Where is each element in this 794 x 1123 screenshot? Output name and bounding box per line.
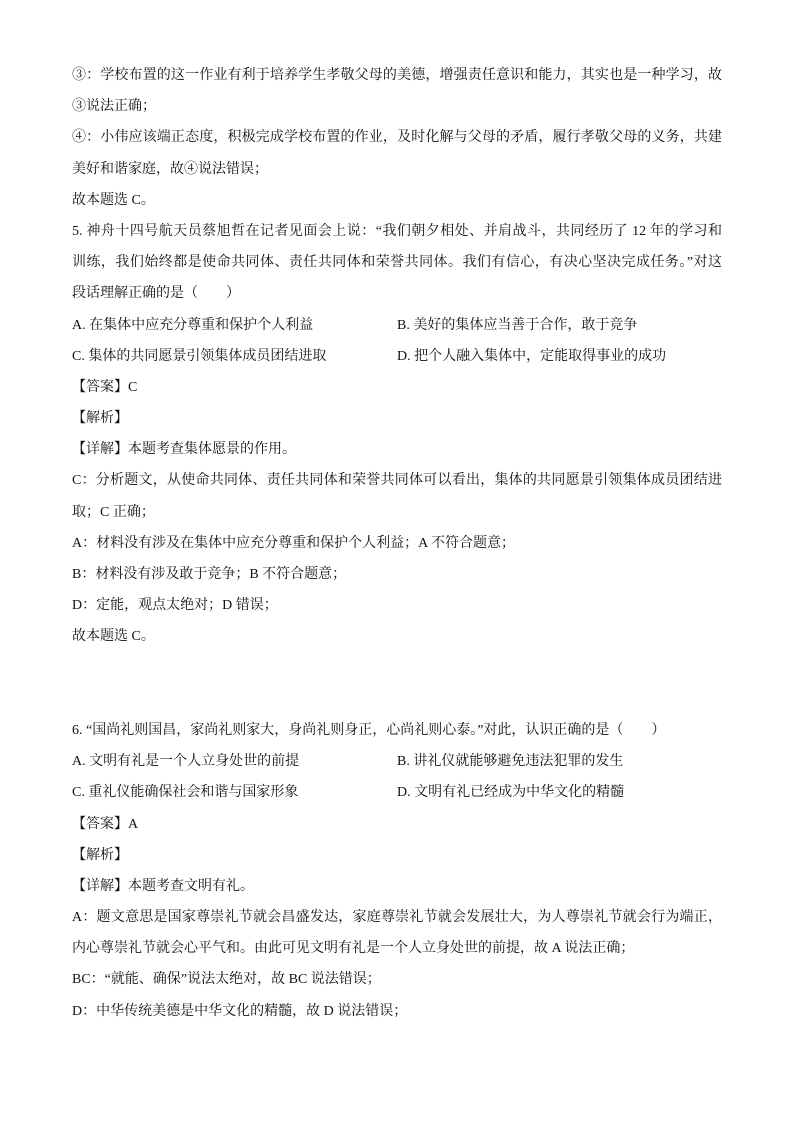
- conclusion: 故本题选 C。: [72, 629, 155, 645]
- answer-line: [72, 372, 722, 403]
- option-b: B. 讲礼仪就能够避免违法犯罪的发生: [397, 754, 624, 770]
- options-row: [72, 777, 722, 808]
- explanation-line: A：材料没有涉及在集体中应充分尊重和保护个人利益；A 不符合题意；: [72, 535, 515, 551]
- question-stem-line: 训练，我们始终都是使命共同体、责任共同体和荣誉共同体。我们有信心，有决心坚决完成任务。”对这: [72, 255, 722, 271]
- explanation-line: D：中华传统美德是中华文化的精髓，故 D 说法错误；: [72, 1003, 408, 1019]
- question-stem-line: 6. “国尚礼则国昌，家尚礼则家大，身尚礼则身正，心尚礼则心泰。”对此，认识正确的是（ ）: [72, 722, 666, 738]
- explanation-line: A：题文意思是国家尊崇礼节就会昌盛发达，家庭尊崇礼节就会发展壮大，为人尊崇礼节就会行为端正，: [72, 910, 722, 926]
- explanation-line: D：定能，观点太绝对；D 错误；: [72, 598, 278, 614]
- answer-value: A: [128, 816, 139, 832]
- question-5: [72, 216, 722, 653]
- option-a: A. 在集体中应充分尊重和保护个人利益: [72, 317, 314, 333]
- answer-label: 【答案】: [72, 379, 128, 395]
- option-b: B. 美好的集体应当善于合作，敢于竞争: [397, 317, 638, 333]
- explanation-line: BC：“就能、确保”说法太绝对，故 BC 说法错误；: [72, 972, 381, 988]
- analysis-label: 【解析】: [72, 411, 128, 427]
- explanation-line: 内心尊崇礼节就会心平气和。由此可见文明有礼是一个人立身处世的前提，故 A 说法正确；: [72, 941, 635, 957]
- explanation-line: B：材料没有涉及敢于竞争；B 不符合题意；: [72, 567, 347, 582]
- previous-question-explanation: [72, 60, 722, 216]
- detail-text: 本题考查集体愿景的作用。: [128, 442, 296, 458]
- question-stem-line: 5. 神舟十四号航天员蔡旭哲在记者见面会上说：“我们朝夕相处、并肩战斗，共同经历了 12 年的学习和: [72, 223, 722, 239]
- option-d: D. 把个人融入集体中，定能取得事业的成功: [397, 348, 667, 364]
- answer-label: 【答案】: [72, 816, 128, 832]
- detail-label: 【详解】: [72, 442, 128, 458]
- option-d: D. 文明有礼已经成为中华文化的精髓: [397, 785, 625, 801]
- conclusion: 故本题选 C。: [72, 192, 155, 208]
- explanation-line: ④：小伟应该端正态度，积极完成学校布置的作业，及时化解与父母的矛盾，履行孝敬父母的义务，共建: [72, 130, 722, 146]
- question-stem-line: 段话理解正确的是（ ）: [72, 286, 240, 302]
- document-page: [72, 60, 722, 1027]
- option-c: C. 重礼仪能确保社会和谐与国家形象: [72, 785, 299, 801]
- options-row: [72, 746, 722, 777]
- detail-text: 本题考查文明有礼。: [128, 878, 254, 894]
- explanation-line: C：分析题文，从使命共同体、责任共同体和荣誉共同体可以看出，集体的共同愿景引领集体成员团结进: [72, 473, 722, 489]
- explanation-line: 取；C 正确；: [72, 504, 155, 520]
- question-6: [72, 715, 722, 1027]
- options-row: [72, 310, 722, 341]
- option-c: C. 集体的共同愿景引领集体成员团结进取: [72, 348, 327, 364]
- detail-label: 【详解】: [72, 878, 128, 894]
- detail-line: [72, 871, 722, 902]
- explanation-line: ③：学校布置的这一作业有利于培养学生孝敬父母的美德，增强责任意识和能力，其实也是一种学习，故: [72, 68, 722, 83]
- options-row: [72, 341, 722, 372]
- analysis-label: 【解析】: [72, 847, 128, 863]
- answer-value: C: [128, 379, 138, 395]
- option-a: A. 文明有礼是一个人立身处世的前提: [72, 754, 300, 770]
- explanation-line: 美好和谐家庭，故④说法错误；: [72, 161, 268, 177]
- answer-line: [72, 809, 722, 840]
- detail-line: [72, 434, 722, 465]
- explanation-line: ③说法正确；: [72, 99, 156, 115]
